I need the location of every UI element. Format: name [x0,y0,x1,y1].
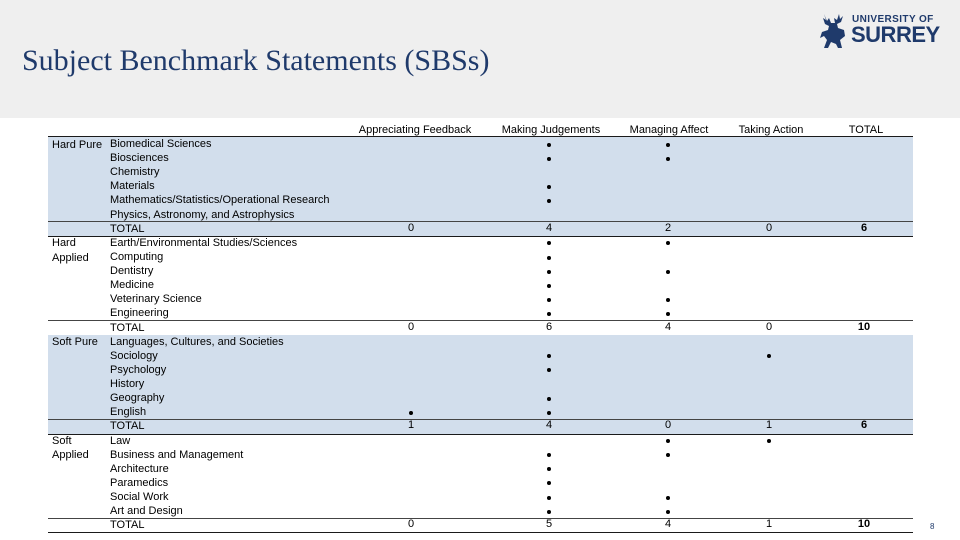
total-value: 0 [765,221,773,234]
total-value: 4 [664,518,672,531]
subject-label: Mathematics/Statistics/Operational Research [110,194,330,207]
subject-label: Law [110,434,131,447]
total-label: TOTAL [110,420,145,433]
bullet-mark [547,368,551,372]
subject-label: Social Work [110,491,169,503]
group-label: Soft Applied [52,435,89,462]
bullet-mark [547,496,551,500]
grand-total-value: 6 [860,221,868,234]
subject-label: Chemistry [110,166,160,179]
total-value: 4 [545,419,553,432]
column-header-managing-affect: Managing Affect [629,124,709,136]
total-rule [48,419,913,420]
total-value: 1 [765,419,773,432]
total-rule [48,320,913,321]
total-value: 0 [765,320,773,333]
bullet-mark [666,312,670,316]
subject-label: History [110,378,145,391]
logo-line-1: UNIVERSITY OF [852,14,934,25]
subject-label: Engineering [110,307,169,320]
subject-label: Biomedical Sciences [110,138,212,150]
subject-label: Architecture [110,462,169,475]
total-value: 0 [407,221,415,234]
bullet-mark [547,467,551,471]
bullet-mark [666,453,670,457]
bullet-mark [547,510,551,514]
subject-label: Earth/Environmental Studies/Sciences [110,236,298,249]
total-value: 1 [765,518,773,531]
subject-label: Physics, Astronomy, and Astrophysics [110,208,295,221]
total-label: TOTAL [110,519,145,532]
bullet-mark [666,510,670,514]
bullet-mark [666,298,670,302]
subject-label: Geography [110,392,165,405]
total-value: 4 [664,320,672,333]
column-header-total: TOTAL [848,124,884,136]
total-value: 5 [545,518,553,531]
group-rule [48,434,913,435]
page-number: 8 [930,522,935,531]
total-value: 1 [407,419,415,432]
total-value: 0 [407,518,415,531]
total-value: 0 [664,419,672,432]
bullet-mark [547,185,551,189]
bullet-mark [666,496,670,500]
subject-label: Materials [110,180,155,193]
subject-label: Business and Management [110,448,244,461]
subject-label: Art and Design [110,505,183,518]
total-rule [48,221,913,222]
group-rule [48,532,913,533]
total-value: 2 [664,221,672,234]
bullet-mark [767,354,771,358]
total-value: 6 [545,320,553,333]
subject-label: Dentistry [110,265,154,278]
bullet-mark [547,256,551,260]
total-label: TOTAL [110,321,145,334]
subject-label: Biosciences [110,152,169,165]
grand-total-value: 6 [860,419,868,432]
bullet-mark [666,143,670,147]
bullet-mark [666,241,670,245]
total-value: 0 [407,320,415,333]
grand-total-value: 10 [857,320,871,333]
bullet-mark [767,439,771,443]
subject-label: Languages, Cultures, and Societies [110,335,284,348]
bullet-mark [547,481,551,485]
bullet-mark [547,270,551,274]
slide-title: Subject Benchmark Statements (SBSs) [22,44,490,77]
bullet-mark [547,397,551,401]
bullet-mark [547,199,551,203]
bullet-mark [547,284,551,288]
bullet-mark [547,411,551,415]
bullet-mark [547,157,551,161]
column-header-taking-action: Taking Action [738,124,804,136]
subject-label: Psychology [110,363,167,376]
bullet-mark [666,439,670,443]
bullet-mark [547,298,551,302]
total-rule [48,518,913,519]
subject-label: Computing [110,250,164,263]
bullet-mark [409,411,413,415]
subject-label: Medicine [110,279,155,292]
column-header-making-judgements: Making Judgements [501,124,601,136]
group-label: Soft Pure [52,336,98,349]
bullet-mark [547,143,551,147]
bullet-mark [547,241,551,245]
subject-label: Sociology [110,349,158,362]
grand-total-value: 10 [857,518,871,531]
subject-label: Veterinary Science [110,293,202,306]
group-label: Hard Applied [52,237,89,264]
total-value: 4 [545,221,553,234]
total-label: TOTAL [110,222,145,235]
bullet-mark [547,312,551,316]
bullet-mark [666,270,670,274]
column-header-appreciating-feedback: Appreciating Feedback [358,124,472,136]
subject-label: English [110,406,147,419]
subject-label: Paramedics [110,476,169,489]
bullet-mark [547,453,551,457]
bullet-mark [547,354,551,358]
logo-line-2: SURREY [851,22,940,47]
group-label: Hard Pure [52,138,103,151]
bullet-mark [666,157,670,161]
